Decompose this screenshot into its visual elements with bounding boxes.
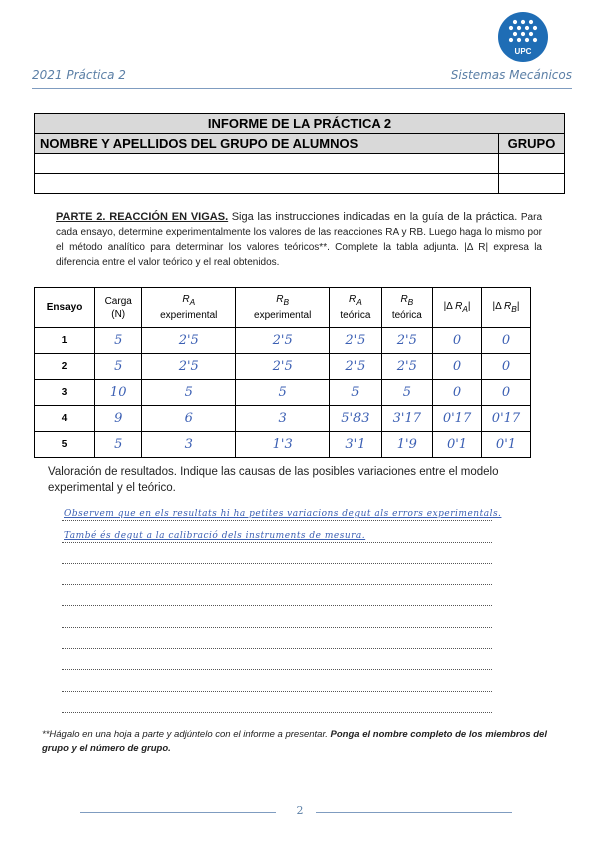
report-title: INFORME DE LA PRÁCTICA 2	[35, 114, 565, 134]
valoracion-prompt: Valoración de resultados. Indique las causas de las posibles variaciones entre el modelo experimental y el teórico.	[48, 466, 499, 494]
handwritten-value: 0	[452, 333, 462, 348]
instructions-body: Para cada ensayo, determine experimentalmente los valores de las reacciones RA y RB. Luego haga lo mismo por el método analítico para determinar los valores teóricos**. Complete la tabla adjunta. |Δ R| expresa la diferencia entre el valor teórico y el real obtenidos.	[56, 212, 543, 268]
table-cell[interactable]	[481, 328, 530, 354]
handwritten-value: 5	[114, 437, 123, 452]
footer-divider-left	[80, 812, 276, 813]
column-header-3: $R_B$ experimental	[236, 288, 330, 328]
header-divider	[32, 88, 572, 89]
logo-text: UPC	[514, 47, 532, 56]
table-cell[interactable]	[142, 354, 236, 380]
answer-line[interactable]	[62, 606, 492, 627]
table-cell[interactable]	[142, 406, 236, 432]
table-row	[35, 432, 531, 458]
column-header-7: |Δ $R_B|$	[481, 288, 530, 328]
instructions-paragraph	[56, 210, 542, 270]
handwritten-value: 3'1	[345, 437, 366, 452]
column-header-2: $R_A$ experimental	[142, 288, 236, 328]
ensayo-number: 4	[35, 406, 95, 432]
table-cell[interactable]	[142, 380, 236, 406]
table-cell[interactable]	[330, 380, 381, 406]
answer-line[interactable]	[62, 543, 492, 564]
handwritten-value: 3'17	[392, 411, 422, 426]
handwritten-value: 1'9	[396, 437, 417, 452]
results-table	[34, 287, 531, 458]
handwritten-value: 6	[184, 411, 193, 426]
names-field-2[interactable]	[35, 174, 499, 194]
table-cell[interactable]	[95, 354, 142, 380]
upc-logo	[498, 12, 548, 62]
handwritten-value: 5	[278, 385, 287, 400]
handwritten-value: 9	[114, 411, 123, 426]
table-cell[interactable]	[381, 406, 432, 432]
table-cell[interactable]	[381, 328, 432, 354]
answer-line[interactable]	[62, 564, 492, 585]
handwritten-value: 5	[114, 333, 123, 348]
answer-line[interactable]	[62, 649, 492, 670]
table-cell[interactable]	[236, 354, 330, 380]
footer-divider-right	[316, 812, 512, 813]
table-cell[interactable]	[330, 406, 381, 432]
table-cell[interactable]	[433, 380, 482, 406]
table-cell[interactable]	[381, 380, 432, 406]
column-header-5: $R_B$ teórica	[381, 288, 432, 328]
table-cell[interactable]	[95, 380, 142, 406]
handwritten-value: 5'83	[341, 411, 370, 426]
group-field-1[interactable]	[499, 154, 565, 174]
table-cell[interactable]	[236, 380, 330, 406]
handwritten-value: 0'17	[491, 411, 521, 426]
names-field-1[interactable]	[35, 154, 499, 174]
handwritten-value: 5	[402, 385, 411, 400]
table-cell[interactable]	[142, 432, 236, 458]
footnote-italic: **Hágalo en una hoja a parte y adjúntelo con el informe a presentar.	[42, 729, 328, 740]
table-cell[interactable]	[433, 328, 482, 354]
handwritten-value: 3	[278, 411, 287, 426]
handwritten-value: 1'3	[272, 437, 293, 452]
footnote	[42, 728, 562, 756]
handwritten-value: 2'5	[272, 359, 293, 374]
table-row	[35, 328, 531, 354]
answer-line[interactable]	[62, 585, 492, 606]
handwritten-value: 2'5	[178, 359, 199, 374]
answer-line[interactable]	[62, 692, 492, 713]
table-header-row	[35, 288, 531, 328]
handwritten-value: 5	[184, 385, 193, 400]
handwritten-value: 2'5	[396, 333, 417, 348]
column-header-0: Ensayo	[35, 288, 95, 328]
table-cell[interactable]	[481, 380, 530, 406]
ensayo-number: 3	[35, 380, 95, 406]
handwritten-value: 2'5	[396, 359, 417, 374]
table-row	[35, 380, 531, 406]
table-cell[interactable]	[433, 432, 482, 458]
table-cell[interactable]	[481, 406, 530, 432]
table-cell[interactable]	[381, 432, 432, 458]
table-body	[35, 328, 531, 458]
handwritten-value: 5	[351, 385, 360, 400]
ensayo-number: 5	[35, 432, 95, 458]
table-cell[interactable]	[330, 328, 381, 354]
handwritten-value: 0'1	[446, 437, 468, 452]
ensayo-number: 1	[35, 328, 95, 354]
column-header-1: Carga (N)	[95, 288, 142, 328]
table-cell[interactable]	[95, 432, 142, 458]
table-cell[interactable]	[142, 328, 236, 354]
group-field-2[interactable]	[499, 174, 565, 194]
handwritten-value: 0	[501, 333, 511, 348]
table-cell[interactable]	[236, 432, 330, 458]
part-title: PARTE 2. REACCIÓN EN VIGAS.	[56, 211, 229, 223]
table-cell[interactable]	[330, 354, 381, 380]
handwritten-value: 2'5	[345, 359, 366, 374]
handwritten-value: 2'5	[272, 333, 293, 348]
page-number: 2	[296, 804, 304, 817]
table-cell[interactable]	[433, 354, 482, 380]
table-cell[interactable]	[95, 328, 142, 354]
footnote-bold: Ponga el nombre completo de los miembros del grupo y el número de grupo.	[42, 729, 547, 754]
table-cell[interactable]	[236, 406, 330, 432]
answer-line[interactable]	[62, 500, 502, 521]
answer-line[interactable]	[62, 670, 492, 691]
handwritten-value: 0	[501, 359, 511, 374]
table-row	[35, 354, 531, 380]
ensayo-number: 2	[35, 354, 95, 380]
table-row	[35, 406, 531, 432]
handwritten-value: 0	[501, 385, 511, 400]
table-cell[interactable]	[481, 432, 530, 458]
handwritten-answer: Observem que en els resultats hi ha petites variacions degut als errors experimentals.	[64, 509, 502, 520]
handwritten-value: 5	[114, 359, 123, 374]
report-header-table	[34, 113, 565, 194]
table-cell[interactable]	[433, 406, 482, 432]
names-label: NOMBRE Y APELLIDOS DEL GRUPO DE ALUMNOS	[35, 134, 499, 154]
header-course: 2021 Práctica 2	[32, 68, 126, 82]
group-label: GRUPO	[499, 134, 565, 154]
handwritten-value: 0	[452, 359, 462, 374]
handwritten-value: 0	[452, 385, 462, 400]
handwritten-value: 0'1	[495, 437, 517, 452]
header-subject: Sistemas Mecánicos	[450, 68, 572, 82]
handwritten-value: 0'17	[442, 411, 472, 426]
answer-lines[interactable]	[62, 500, 502, 713]
column-header-4: $R_A$ teórica	[330, 288, 381, 328]
handwritten-value: 2'5	[178, 333, 199, 348]
table-cell[interactable]	[330, 432, 381, 458]
handwritten-value: 2'5	[345, 333, 366, 348]
table-cell[interactable]	[236, 328, 330, 354]
handwritten-value: 10	[109, 385, 127, 400]
handwritten-value: 3	[184, 437, 193, 452]
table-cell[interactable]	[95, 406, 142, 432]
column-header-6: |Δ $R_A|$	[433, 288, 482, 328]
table-cell[interactable]	[481, 354, 530, 380]
handwritten-answer: També és degut a la calibració dels instruments de mesura.	[64, 530, 366, 541]
answer-line[interactable]	[62, 521, 492, 542]
instructions-lead: Siga las instrucciones indicadas en la guía de la práctica.	[231, 211, 518, 223]
table-cell[interactable]	[381, 354, 432, 380]
answer-line[interactable]	[62, 628, 492, 649]
